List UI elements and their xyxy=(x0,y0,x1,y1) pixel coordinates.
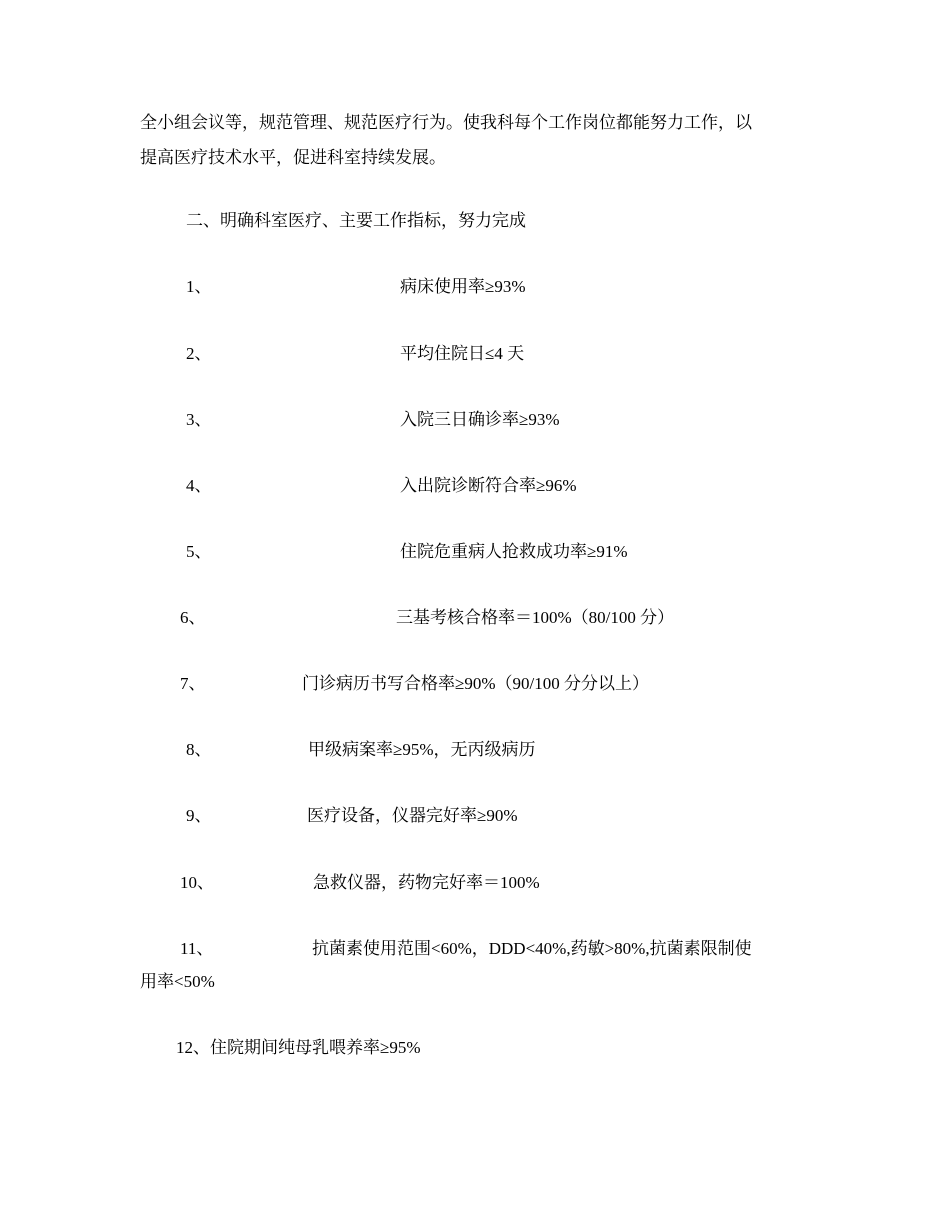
item-text: 医疗设备，仪器完好率≥90% xyxy=(307,806,518,825)
section-heading: 二、明确科室医疗、主要工作指标，努力完成 xyxy=(186,211,526,230)
item-number: 8、 xyxy=(186,740,212,759)
paragraph-line: 提高医疗技术水平，促进科室持续发展。 xyxy=(140,148,446,167)
item-number: 7、 xyxy=(180,674,206,693)
item-number: 3、 xyxy=(186,410,212,429)
item-number: 2、 xyxy=(186,344,212,363)
item-number: 5、 xyxy=(186,542,212,561)
item-12: 12、住院期间纯母乳喂养率≥95% xyxy=(176,1038,421,1057)
item-text: 住院危重病人抢救成功率≥91% xyxy=(400,542,628,561)
item-text: 入出院诊断符合率≥96% xyxy=(400,476,577,495)
item-text: 急救仪器，药物完好率＝100% xyxy=(313,873,540,892)
item-number: 10、 xyxy=(180,873,214,892)
item-number: 6、 xyxy=(180,608,206,627)
item-text: 平均住院日≤4 天 xyxy=(400,344,525,363)
item-number: 4、 xyxy=(186,476,212,495)
item-text: 病床使用率≥93% xyxy=(400,277,526,296)
item-text: 甲级病案率≥95%，无丙级病历 xyxy=(308,740,536,759)
item-text: 门诊病历书写合格率≥90%（90/100 分分以上） xyxy=(302,674,649,693)
item-number: 11、 xyxy=(180,939,214,958)
item-number: 9、 xyxy=(186,806,212,825)
item-text: 三基考核合格率＝100%（80/100 分） xyxy=(396,608,675,627)
item-text: 抗菌素使用范围<60%，DDD<40%,药敏>80%,抗菌素限制使 xyxy=(312,939,752,958)
paragraph-line: 全小组会议等，规范管理、规范医疗行为。使我科每个工作岗位都能努力工作，以 xyxy=(140,113,752,132)
item-text: 入院三日确诊率≥93% xyxy=(400,410,560,429)
item-text-continuation: 用率<50% xyxy=(140,972,215,991)
item-number: 1、 xyxy=(186,277,212,296)
